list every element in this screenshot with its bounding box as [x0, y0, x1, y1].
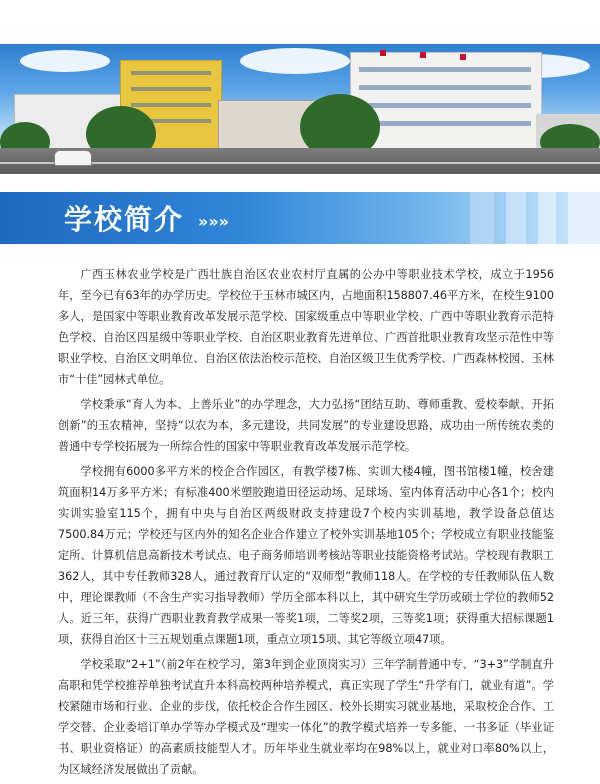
roof-sign: [380, 50, 386, 56]
paragraph: 广西玉林农业学校是广西壮族自治区农业农村厅直属的公办中等职业技术学校，成立于1956年，至今已有63年的办学历史。学校位于玉林市城区内，占地面积158807.46平方米，在校生9100多人，是国家中等职业教育改革发展示范学校、国家级重点中等职业学校、广西中等职业教育示范特色学校、自治区四星级中等职业学校、自治区职业教育先进单位、广西首批职业教育攻坚示范性中等职业学校、自治区文明单位、自治区依法治校示范校、自治区级卫生优秀学校、广西森林校园、玉林市“十佳”园林式单位。: [58, 268, 554, 386]
building-right: [350, 52, 542, 156]
campus-photo: [0, 44, 600, 174]
cloud: [240, 48, 350, 74]
band-stripe: [538, 192, 556, 244]
paragraph: 学校采取“2+1”（前2年在校学习，第3年到企业顶岗实习）三年学制普通中专、“3+3”学制直升高职和凭学校推荐单独考试直升本科高校两种培养模式，真正实现了学生“升学有门，就业有道”。学校紧随市场和行业、企业的步伐，依托校企合作生园区、校外长期实习就业基地，采取校企合作、工学交替、企业委培订单办学等办学模式及“理实一体化”的教学模式培养一专多能、一书多证（毕业证书、职业资格证）的高素质技能型人才。历年毕业生就业率均在98%以上，就业对口率80%以上，为区域经济发展做出了贡献。: [58, 658, 554, 776]
paragraph: 学校秉承“育人为本、上善乐业”的办学理念，大力弘扬“团结互助、尊师重教、爱校奉献、开拓创新”的玉农精神，坚持“以农为本，多元建设，共同发展”的专业建设思路，成功由一所传统农类的普通中专学校拓展为一所综合性的国家中等职业教育改革发展示范学校。: [58, 398, 554, 453]
cloud: [20, 50, 110, 72]
band-stripe: [506, 192, 526, 244]
roof-sign: [460, 54, 466, 60]
roof-sign: [420, 52, 426, 58]
intro-text: [58, 264, 554, 784]
band-stripe: [568, 192, 600, 244]
top-margin: [0, 0, 600, 44]
band-stripe: [470, 192, 494, 244]
title-arrows: »»»: [198, 212, 230, 231]
car: [54, 150, 92, 166]
paragraph: 学校拥有6000多平方米的校企合作园区，有教学楼7栋、实训大楼4幢，图书馆楼1幢，校舍建筑面积14万多平方米；有标准400米塑胶跑道田径运动场、足球场、室内体育活动中心各1个；校内实训实验室115个，拥有中央与自治区两级财政支持建设7个校内实训基地，教学设备总值达7500.84万元；学校还与区内外的知名企业合作建立了校外实训基地105个；学校成立有职业技能鉴定所、计算机信息高新技术考试点、电子商务师培训考核站等职业技能资格考试站。学校现有教职工362人，其中专任教师328人，通过教育厅认定的“双师型”教师118人。在学校的专任教师队伍人数中，理论课教师（不含生产实习指导教师）学历全部本科以上，其中研究生学历或硕士学位的教师52人。近三年，获得广西职业教育教学成果一等奖1项，二等奖2项，三等奖1项；获得重大招标课题1项，获得自治区十三五规划重点课题1项，重点立项15项、其它等级立项47项。: [58, 465, 554, 646]
section-title: 学校简介: [64, 203, 185, 236]
